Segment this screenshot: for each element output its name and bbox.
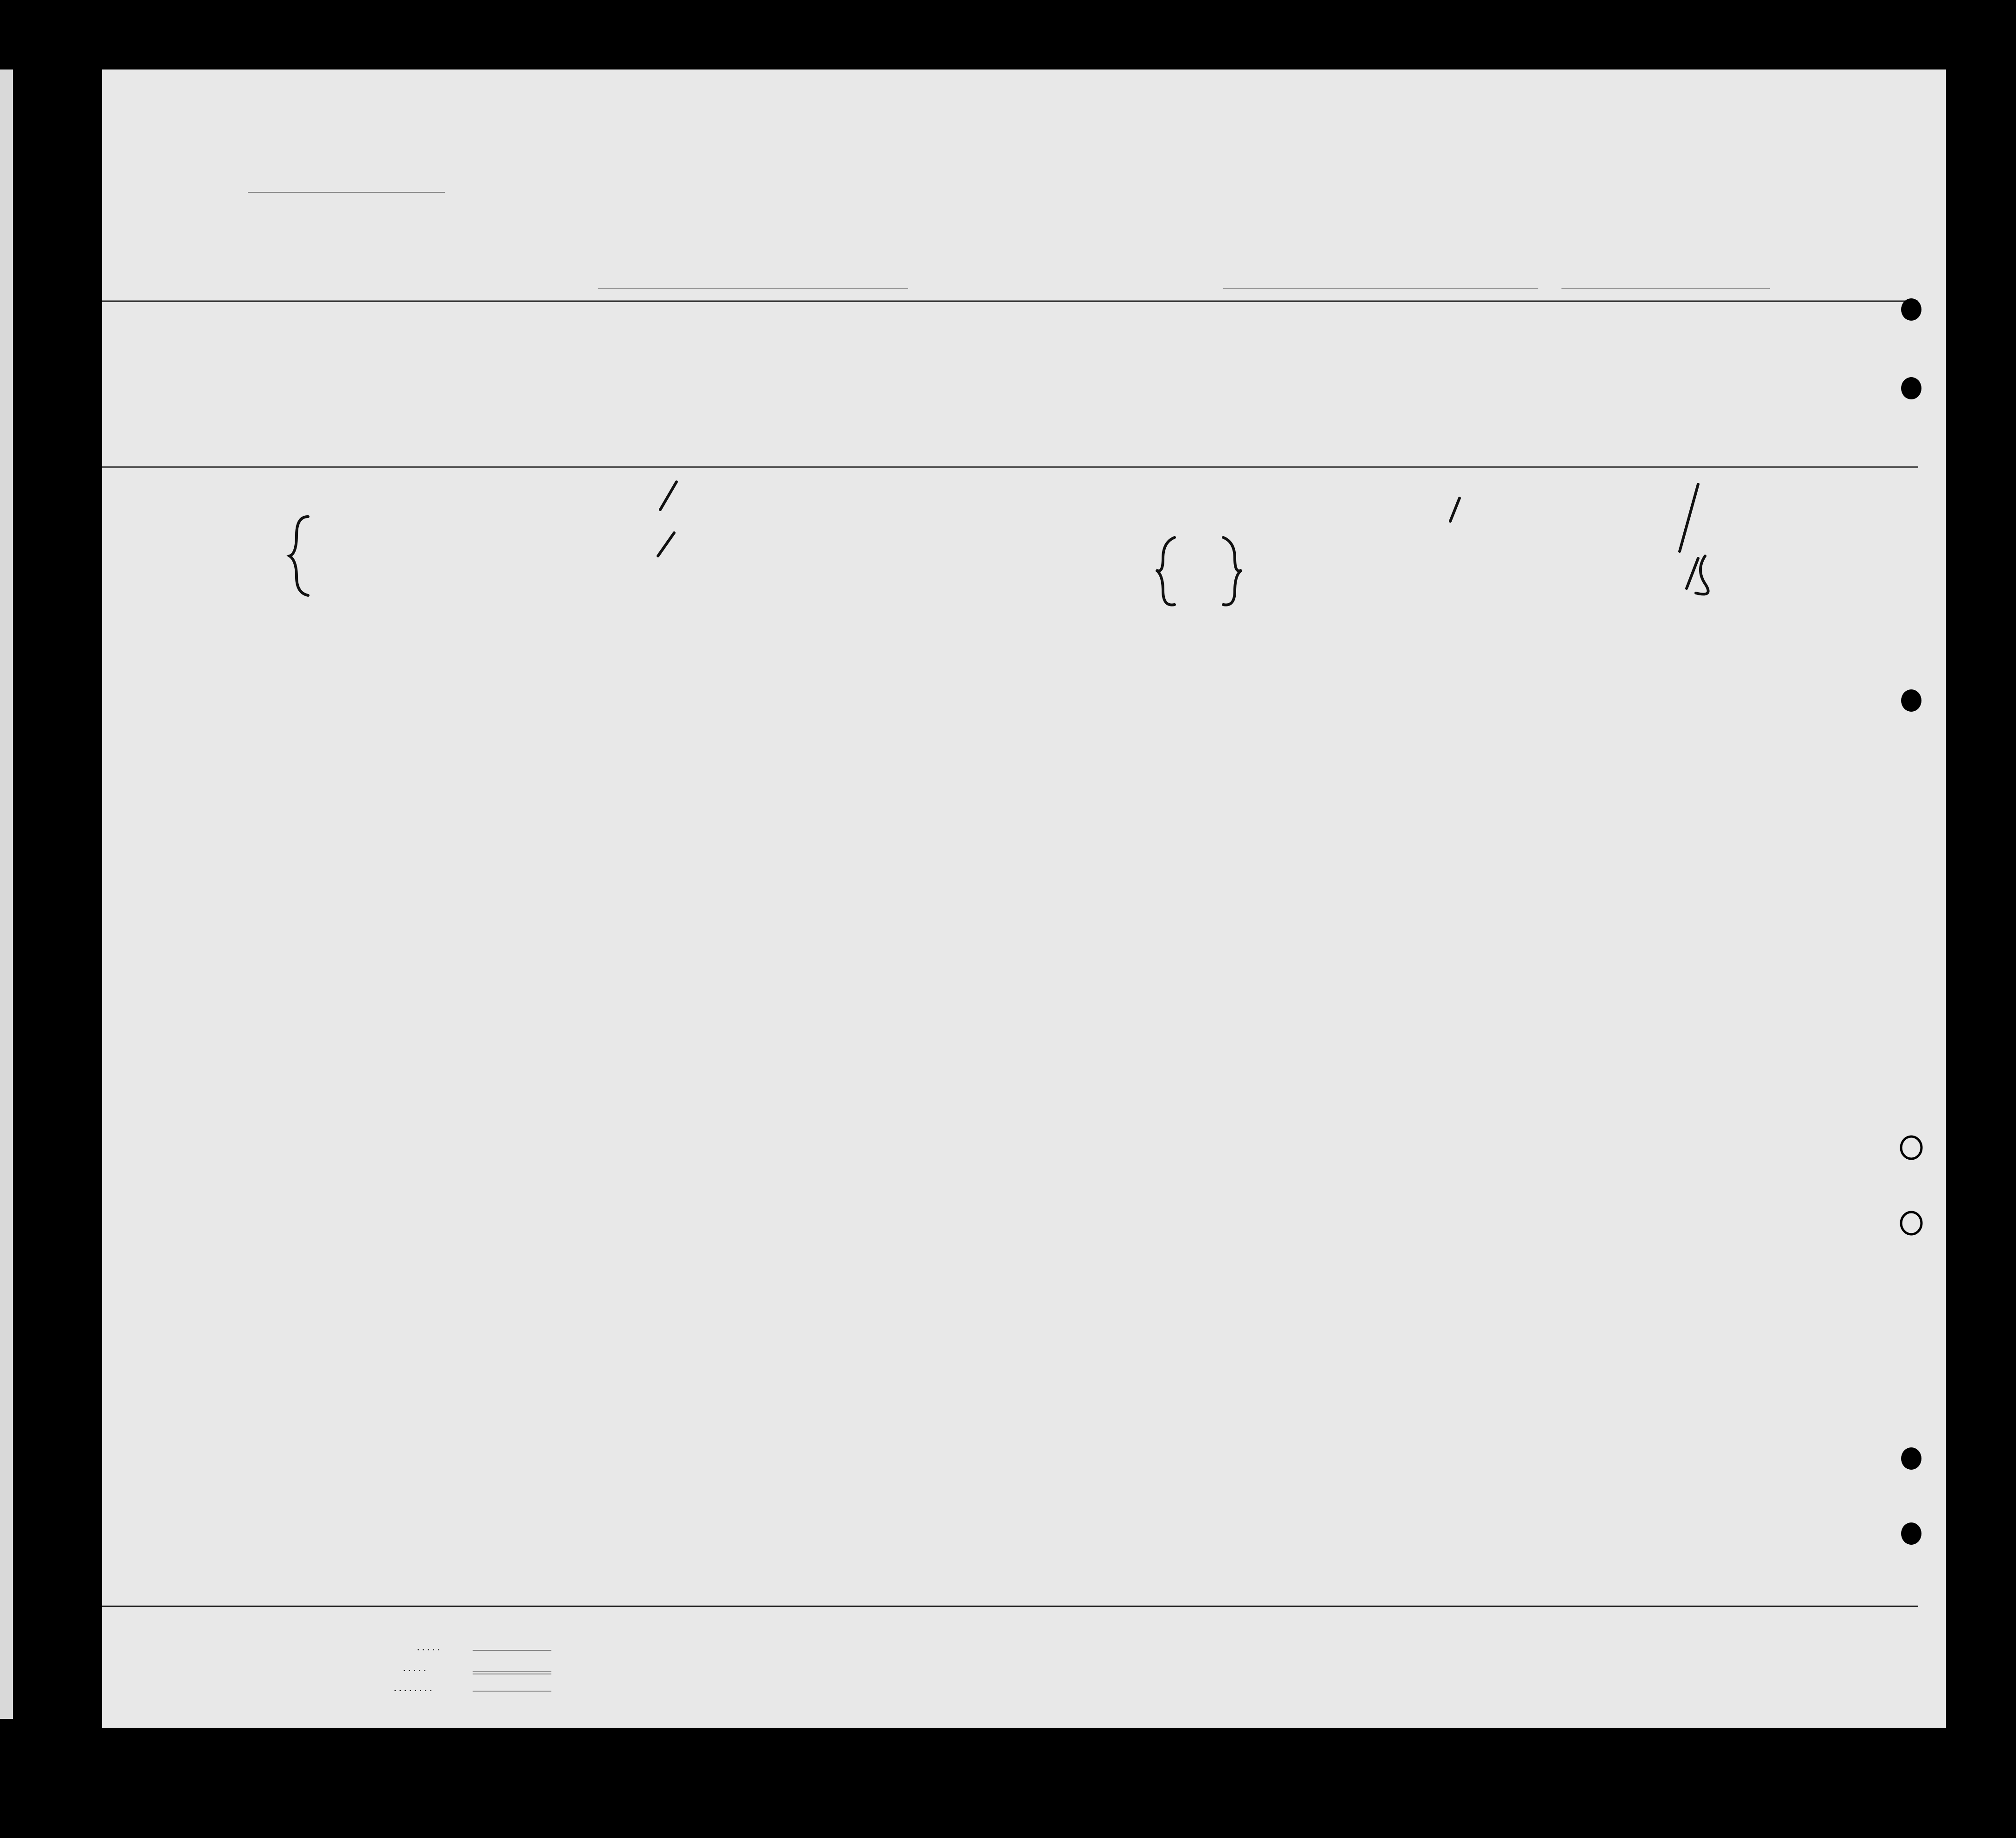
svg-text:. . . . .: . . . . . — [417, 1641, 440, 1653]
svg-text:. . . . .: . . . . . — [403, 1662, 426, 1674]
manifest-paper — [102, 69, 1946, 1728]
svg-text:. . . . . . . .: . . . . . . . . — [394, 1682, 432, 1693]
adjacent-page-edge — [0, 69, 13, 1719]
